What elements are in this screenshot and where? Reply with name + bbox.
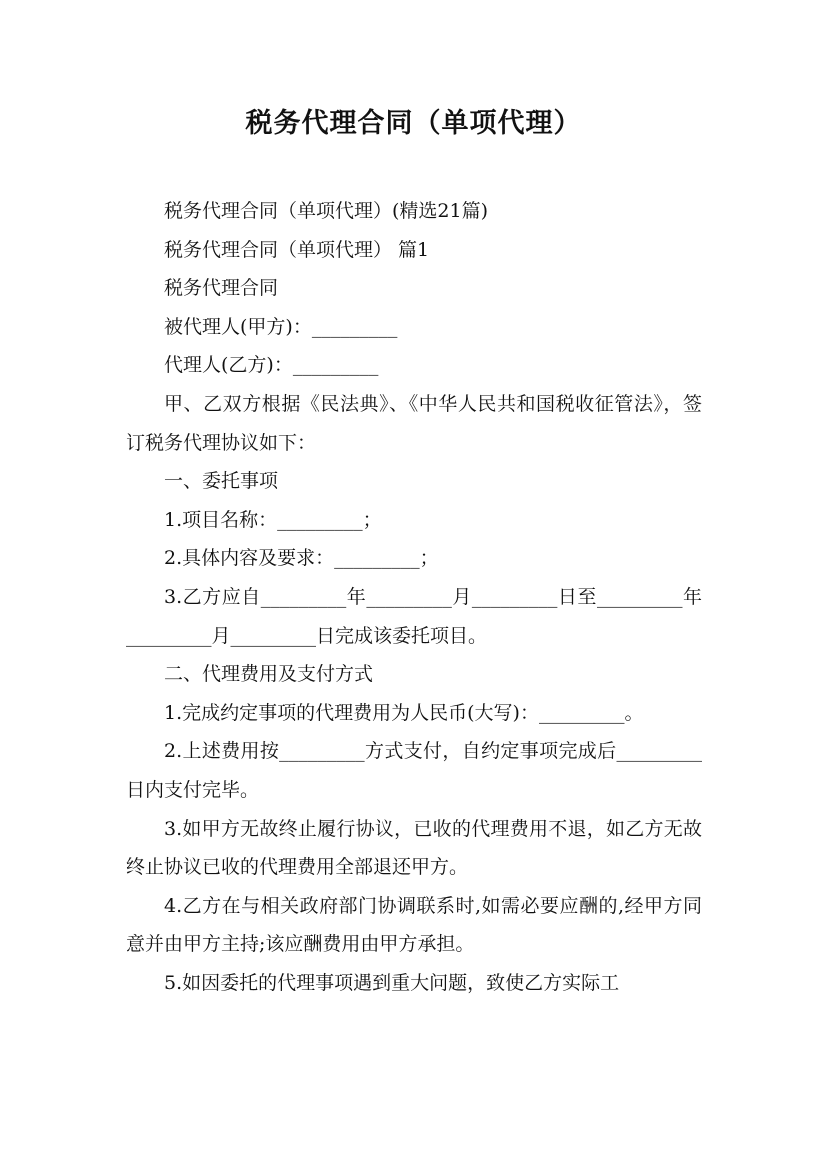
paragraph-party-b: 代理人(乙方)：_________ [164,354,379,377]
paragraph-fee-4: 4.乙方在与相关政府部门协调联系时,如需必要应酬的,经甲方同意并由甲方主持;该应酬费用由甲方承担。 [126,894,702,956]
paragraph-contract-name: 税务代理合同 [164,277,279,300]
paragraph-item-1: 1.项目名称：_________； [164,508,382,531]
paragraph-item-3: 3.乙方应自_________年_________月_________日至_________年_________月_________日完成该委托项目。 [126,585,702,647]
document-title: 税务代理合同（单项代理） [245,108,582,139]
paragraph-party-a: 被代理人(甲方)：_________ [164,315,398,338]
paragraph-fee-2: 2.上述费用按_________方式支付，自约定事项完成后_________日内支付完毕。 [126,740,702,801]
paragraph-subtitle: 税务代理合同（单项代理）(精选21篇) [164,200,489,222]
section-heading-fees-payment: 二、代理费用及支付方式 [164,663,374,686]
paragraph-fee-5: 5.如因委托的代理事项遇到重大问题，致使乙方实际工 [164,971,620,994]
paragraph-fee-3: 3.如甲方无故终止履行协议，已收的代理费用不退，如乙方无故终止协议已收的代理费用全部退还甲方。 [126,817,702,879]
section-heading-entrusted-matters: 一、委托事项 [164,470,279,493]
paragraph-preamble: 甲、乙双方根据《民法典》、《中华人民共和国税收征管法》，签订税务代理协议如下： [126,392,702,454]
paragraph-fee-1: 1.完成约定事项的代理费用为人民币(大写)：_________。 [164,701,644,724]
document-body [126,192,702,1002]
paragraph-part-heading: 税务代理合同（单项代理） 篇1 [164,238,430,261]
paragraph-item-2: 2.具体内容及要求：_________； [164,547,439,570]
